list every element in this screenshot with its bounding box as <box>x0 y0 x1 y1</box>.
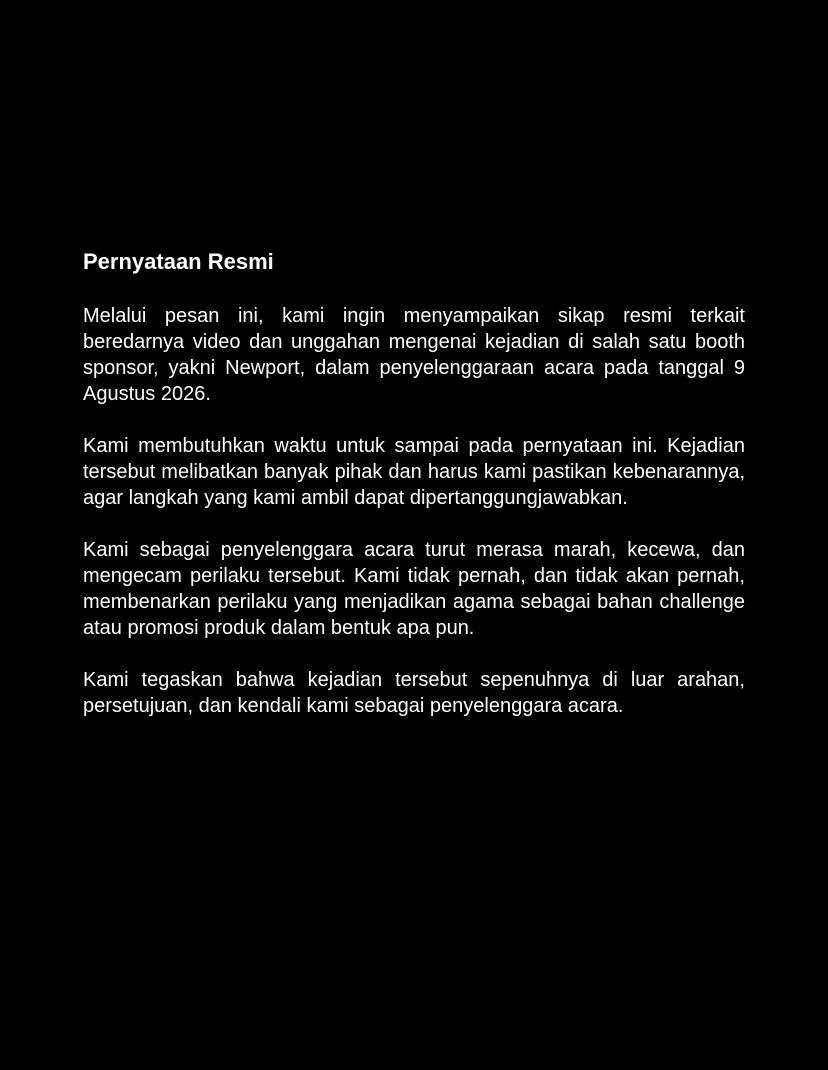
statement-title: Pernyataan Resmi <box>83 249 274 274</box>
statement-paragraph-4: Kami tegaskan bahwa kejadian tersebut sepenuhnya di luar arahan, persetujuan, dan kendali kami sebagai penyelenggara acara. <box>83 669 745 717</box>
statement-document <box>83 246 745 745</box>
statement-paragraph-3: Kami sebagai penyelenggara acara turut merasa marah, kecewa, dan mengecam perilaku tersebut. Kami tidak pernah, dan tidak akan pernah, membenarkan perilaku yang menjadikan agama sebagai bahan challenge atau promosi produk dalam bentuk apa pun. <box>83 539 745 639</box>
statement-paragraph-2: Kami membutuhkan waktu untuk sampai pada pernyataan ini. Kejadian tersebut melibatkan banyak pihak dan harus kami pastikan kebenarannya, agar langkah yang kami ambil dapat dipertanggungjawabkan. <box>83 435 745 509</box>
statement-paragraph-1: Melalui pesan ini, kami ingin menyampaikan sikap resmi terkait beredarnya video dan unggahan mengenai kejadian di salah satu booth sponsor, yakni Newport, dalam penyelenggaraan acara pada tanggal 9 Agustus 2026. <box>83 305 745 405</box>
